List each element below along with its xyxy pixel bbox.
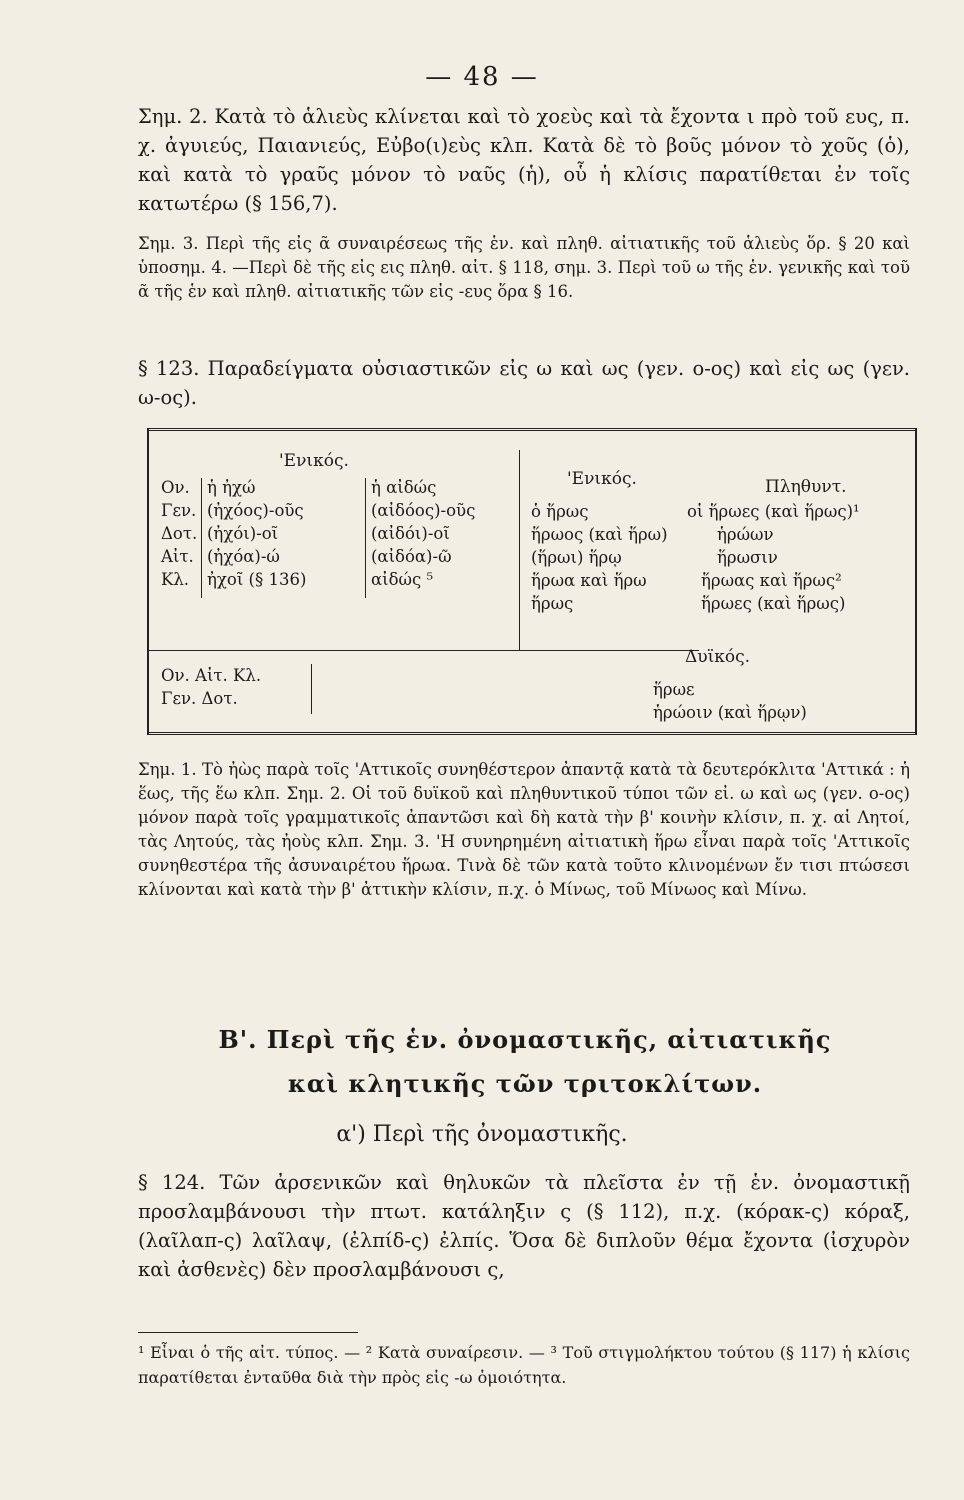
aidos-forms [371,476,475,591]
form-cell: οἱ ἥρωες (καὶ ἥρως)¹ [687,502,860,521]
notes-paragraph: Σημ. 1. Τὸ ἠὼς παρὰ τοῖς 'Αττικοῖς συνηθέστερον ἀπαντᾷ κατὰ τὰ δευτερόκλιτα 'Αττικά : ἡ ἕως, τῆς ἕω κλπ. Σημ. 2. Οἱ τοῦ δυϊκοῦ καὶ πληθυντικοῦ τύποι τῶν εἰ. ω καὶ ως (γεν. ο-ος) μόνον παρὰ τοῖς γραμματικοῖς ἀπαντῶσι καὶ δὴ κατὰ τὴν β' κοινὴν κλίσιν, π. χ. αἱ Λητοί, τὰς Λητούς, τὰς ἠοὺς κλπ. Σημ. 3. 'Η συνηρημένη αἰτιατικὴ ἥρω εἶναι παρὰ τοῖς 'Αττικοῖς συνηθεστέρα τῆς ἀσυναιρέτου ἥρωα. Τινὰ δὲ τῶν κατὰ τοῦτο κλινομένων ἔν τισι πτώσεσι κλίνονται καὶ κατὰ τὴν β' ἀττικὴν κλίσιν, π.χ. ὁ Μίνως, τοῦ Μίνωος καὶ Μίνω. [138,760,910,899]
form-cell: ἥρως [531,594,574,613]
case-label: Δοτ. [161,524,198,543]
heros-plural [687,500,860,615]
dual-heading: Δυϊκός. [685,647,751,667]
section-124-paragraph: § 124. Τῶν ἀρσενικῶν καὶ θηλυκῶν τὰ πλεῖστα ἐν τῇ ἑν. ὀνομαστικῇ προσλαμβάνουσι τὴν πτωτ. κατάληξιν ς (§ 112), π.χ. (κόρακ-ς) κόραξ, (λαῖλαπ-ς) λαῖλαψ, (ἐλπίδ-ς) ἐλπίς. Ὅσα δὲ διπλοῦν θέμα ἔχοντα (ἰσχυρὸν καὶ ἀσθενὲς) δὲν προσλαμβάνουσι ς, [138,1171,910,1281]
case-label: Γεν. [161,501,197,520]
page-number: — 48 — [425,62,539,92]
form-cell: αἰδώς ⁵ [371,570,434,589]
case-label: Αἰτ. [161,547,194,566]
echo-forms [207,476,306,591]
form-cell: ἥρωσιν [717,548,778,567]
form-cell: ἡρώων [717,525,774,544]
form-cell: ἡ ἠχώ [207,478,256,497]
right-heading-singular: 'Ενικός. [567,469,637,489]
case-label: Ον. [161,478,190,497]
sub-heading: α') Περὶ τῆς ὀνομαστικῆς. [336,1122,628,1147]
case-labels [161,476,197,591]
form-cell: ἥρωα καὶ ἥρω [531,571,647,590]
heros-singular [531,500,668,615]
footnotes: ¹ Εἶναι ὁ τῆς αἰτ. τύπος. — ² Κατὰ συναίρεσιν. — ³ Τοῦ στιγμολήκτου τούτου (§ 117) ἡ κλίσις παρατίθεται ἐνταῦθα διὰ τὴν πρὸς εἰς -ω ὁμοιότητα. [138,1343,910,1387]
note-paragraph-2: Σημ. 3. Περὶ τῆς εἰς ᾶ συναιρέσεως τῆς ἑν. καὶ πληθ. αἰτιατικῆς τοῦ ἁλιεὺς ὅρ. § 20 καὶ ὑποσημ. 4. —Περὶ δὲ τῆς εἰς εις πληθ. αἰτ. § 118, σημ. 3. Περὶ τοῦ ω τῆς ἑν. γενικῆς καὶ τοῦ ᾶ τῆς ἑν καὶ πληθ. αἰτιατικῆς τῶν εἰς -ευς ὅρα § 16. [138,234,910,301]
case-label: Κλ. [161,570,190,589]
declension-table [147,428,917,746]
form-cell: ἠχοῖ (§ 136) [207,570,307,589]
left-heading: 'Ενικός. [279,451,349,471]
form-cell: (αἰδόος)-οῦς [371,501,476,520]
dual-case-labels [161,664,261,710]
form-cell: (αἰδόι)-οῖ [371,524,450,543]
form-cell: (αἰδόα)-ῶ [371,547,452,566]
form-cell: ἥρωες (καὶ ἥρως) [701,594,846,613]
right-heading-plural: Πληθυντ. [765,477,847,497]
form-cell: ἥρωε [653,680,695,699]
form-cell: ἡ αἰδώς [371,478,437,497]
form-cell: ὁ ἥρως [531,502,589,521]
section-heading-line-1: Β'. Περὶ τῆς ἑν. ὀνομαστικῆς, αἰτιατικῆς [218,1025,832,1054]
case-label: Γεν. Δοτ. [161,689,238,708]
form-cell: (ἠχόα)-ώ [207,547,280,566]
footnote-rule [138,1332,358,1333]
section-heading [150,1018,900,1106]
form-cell: ἥρωας καὶ ἥρως² [701,571,842,590]
case-label: Ον. Αἰτ. Κλ. [161,666,262,685]
note-paragraph-1: Σημ. 2. Κατὰ τὸ ἁλιεὺς κλίνεται καὶ τὸ χοεὺς καὶ τὰ ἔχοντα ι πρὸ τοῦ ευς, π. χ. ἀγυιεύς, Παιανιεύς, Εὐβο(ι)εὺς κλπ. Κατὰ δὲ τὸ βοῦς μόνον τὸ χοῦς (ὁ), καὶ κατὰ τὸ γραῦς μόνον τὸ ναῦς (ἡ), οὗ ἡ κλίσις παρατίθεται ἐν τοῖς κατωτέρω (§ 156,7). [138,105,910,215]
form-cell: (ἠχόος)-οῦς [207,501,304,520]
section-123-paragraph: § 123. Παραδείγματα οὐσιαστικῶν εἰς ω καὶ ως (γεν. ο-ος) καὶ εἰς ως (γεν. ω-ος). [138,357,910,409]
section-heading-line-2: καὶ κλητικῆς τῶν τριτοκλίτων. [287,1069,763,1098]
heros-dual [653,678,807,724]
form-cell: ἡρώοιν (καὶ ἥρῳν) [653,703,807,722]
form-cell: (ἥρωι) ἥρῳ [531,548,622,567]
form-cell: (ἠχόι)-οῖ [207,524,279,543]
form-cell: ἥρωος (καὶ ἥρω) [531,525,668,544]
